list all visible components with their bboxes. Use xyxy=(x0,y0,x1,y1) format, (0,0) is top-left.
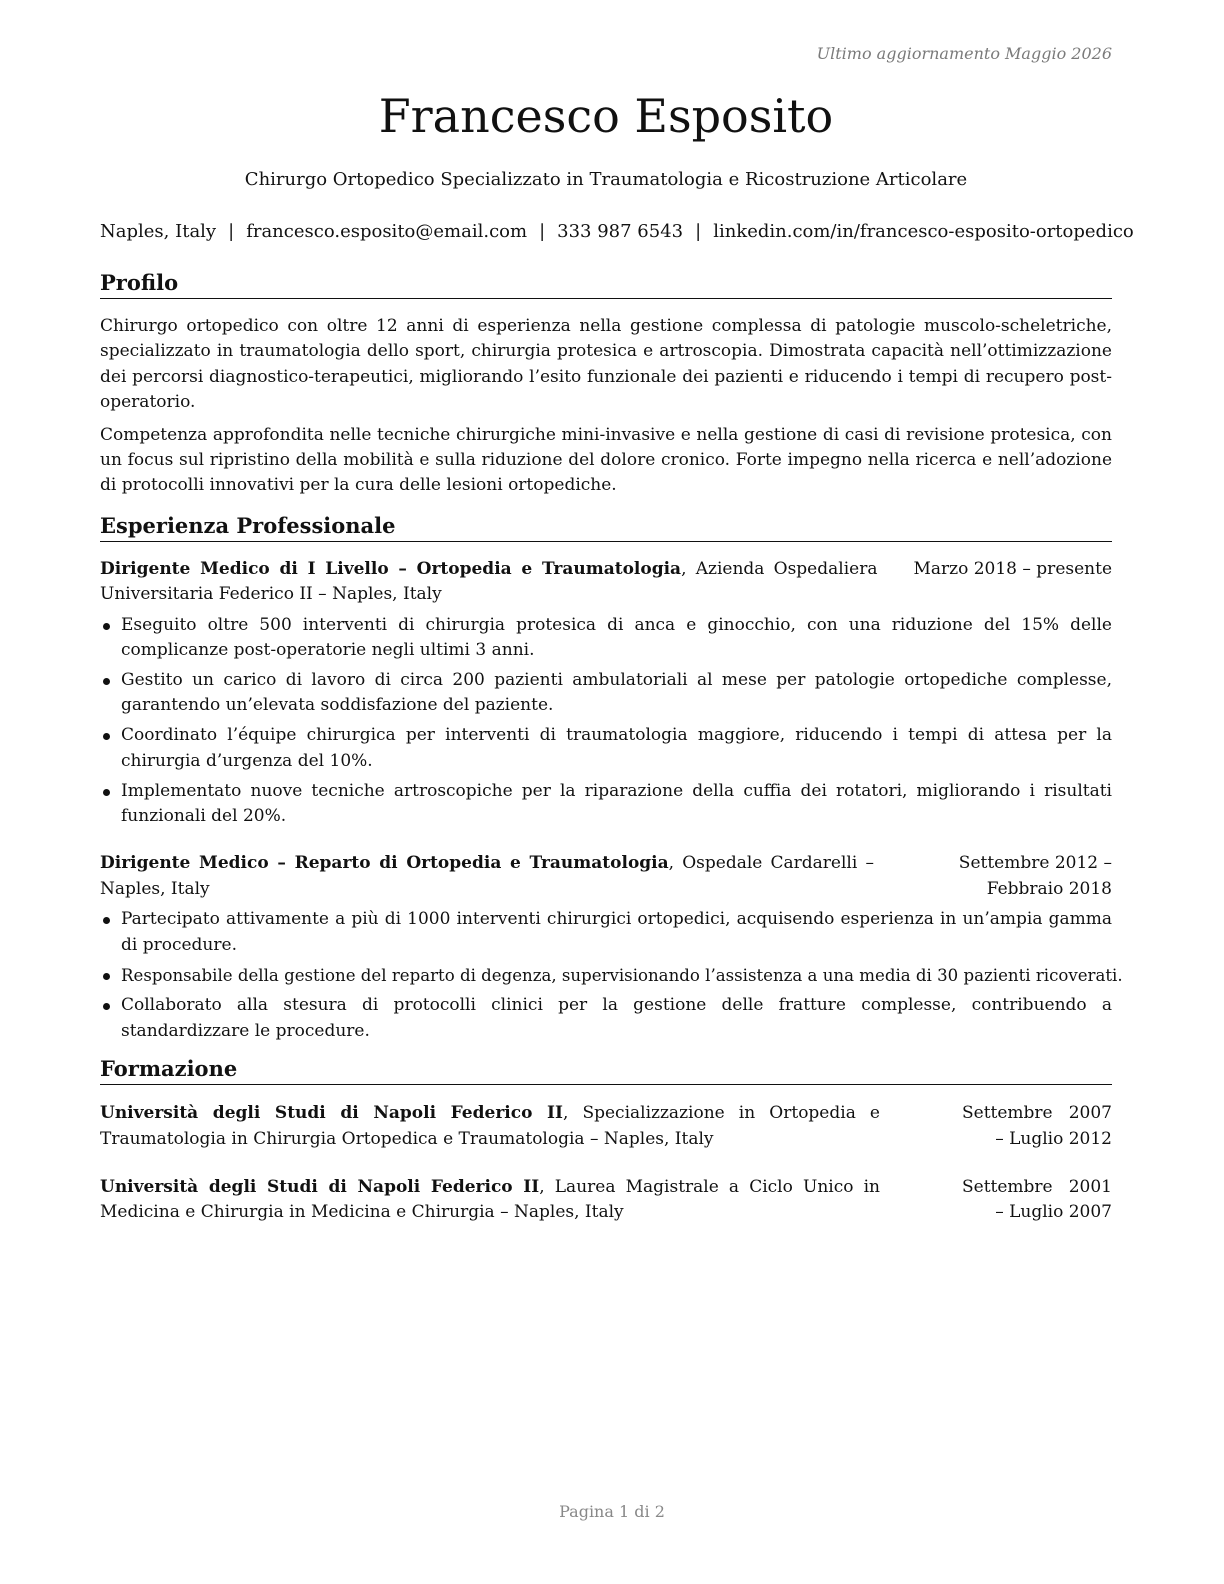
job-dates: Settembre 2012 – Febbraio 2018 xyxy=(958,853,1112,899)
section-title-experience: Esperienza Professionale xyxy=(100,511,1112,542)
achievement-text: Gestito un carico di lavoro di circa 200 pazienti ambulatoriali al mese per patologie ortopediche complesse, garantendo un’elevata soddisfazione del paziente. xyxy=(121,669,1112,716)
job-organization: , Ospedale Cardarelli – Naples, Italy xyxy=(100,853,874,899)
education-dates: Settembre 2001 – Luglio 2007 xyxy=(962,1177,1112,1223)
profile-paragraph: Competenza approfondita nelle tecniche chirurgiche mini-invasive e nella gestione di casi di revisione protesica, con un focus sul ripristino della mobilità e sulla riduzione del dolore cronico. Forte impegno nella ricerca e nell’adozione di protocolli innovativi per la cura delle lesioni ortopediche. xyxy=(100,424,1112,496)
candidate-name: Francesco Esposito xyxy=(378,89,834,143)
page-number: Pagina 1 di 2 xyxy=(559,1502,665,1521)
education-title-line xyxy=(100,1101,880,1152)
education-entry xyxy=(100,1101,1112,1152)
achievement-text: Eseguito oltre 500 interventi di chirurgia protesica di anca e ginocchio, con una riduzione del 15% delle complicanze post-operatorie negli ultimi 3 anni. xyxy=(121,614,1112,661)
job-header xyxy=(100,851,1112,902)
contact-separator: | xyxy=(228,221,235,242)
education-school: Università degli Studi di Napoli Federico II xyxy=(100,1177,540,1198)
section-title-education: Formazione xyxy=(100,1054,1112,1085)
candidate-tagline: Chirurgo Ortopedico Specializzato in Traumatologia e Ricostruzione Articolare xyxy=(244,169,968,190)
contact-email-link[interactable]: francesco.esposito@email.com xyxy=(246,221,528,242)
achievement-text: Partecipato attivamente a più di 1000 interventi chirurgici ortopedici, acquisendo esperienza in un’ampia gamma di procedure. xyxy=(121,909,1112,955)
job-achievements xyxy=(100,907,1123,1044)
contact-phone: 333 987 6543 xyxy=(557,221,684,242)
contact-location: Naples, Italy xyxy=(100,221,217,242)
bullet-icon xyxy=(103,623,110,630)
education-entry xyxy=(100,1175,1112,1226)
achievement-text: Implementato nuove tecniche artroscopiche per la riparazione della cuffia dei rotatori, migliorando i risultati funzionali del 20%. xyxy=(121,780,1112,826)
bullet-icon xyxy=(103,917,110,924)
resume-body xyxy=(100,268,1123,1226)
job-title-line xyxy=(100,851,874,902)
education-detail: , Laurea Magistrale a Ciclo Unico in Medicina e Chirurgia in Medicina e Chirurgia – Naples, Italy xyxy=(100,1177,881,1223)
job-role: Dirigente Medico – Reparto di Ortopedia e Traumatologia xyxy=(100,853,669,874)
achievement-text: Coordinato l’équipe chirurgica per interventi di traumatologia maggiore, riducendo i tempi di attesa per la chirurgia d’urgenza del 10%. xyxy=(121,725,1112,771)
last-updated-note: Ultimo aggiornamento Maggio 2026 xyxy=(816,44,1112,63)
education-detail: , Specializzazione in Ortopedia e Traumatologia in Chirurgia Ortopedica e Traumatologia – Naples, Italy xyxy=(100,1103,880,1149)
bullet-icon xyxy=(103,733,110,740)
job-entry xyxy=(100,851,1123,1044)
experience-section xyxy=(100,511,1123,1044)
contact-separator: | xyxy=(539,221,546,242)
bullet-icon xyxy=(103,789,110,796)
profile-summary xyxy=(100,314,1112,499)
section-title-profile: Profilo xyxy=(100,268,1112,299)
list-item xyxy=(100,668,1112,719)
job-title-line xyxy=(100,557,877,608)
list-item xyxy=(100,993,1112,1044)
bullet-icon xyxy=(103,1003,110,1010)
education-school: Università degli Studi di Napoli Federico II xyxy=(100,1103,563,1124)
education-dates: Settembre 2007 – Luglio 2012 xyxy=(962,1103,1112,1149)
list-item xyxy=(100,907,1112,958)
achievement-text: Collaborato alla stesura di protocolli clinici per la gestione delle fratture complesse, contribuendo a standardizzare le procedure. xyxy=(121,995,1112,1041)
job-organization: , Azienda Ospedaliera Universitaria Federico II – Naples, Italy xyxy=(100,558,878,605)
list-item xyxy=(100,613,1112,664)
list-item xyxy=(100,963,1123,989)
job-role: Dirigente Medico di I Livello – Ortopedia e Traumatologia xyxy=(100,558,682,579)
job-achievements xyxy=(100,613,1112,830)
bullet-icon xyxy=(103,678,110,685)
education-title-line xyxy=(100,1175,880,1226)
education-section xyxy=(100,1054,1112,1226)
bullet-icon xyxy=(103,973,110,980)
job-dates: Marzo 2018 – presente xyxy=(913,558,1112,579)
profile-section xyxy=(100,268,1112,499)
list-item xyxy=(100,779,1112,830)
contact-line xyxy=(100,220,1134,244)
achievement-text: Responsabile della gestione del reparto di degenza, supervisionando l’assistenza a una media di 30 pazienti ricoverati. xyxy=(121,965,1123,985)
job-header xyxy=(100,557,1112,608)
list-item xyxy=(100,723,1112,774)
contact-linkedin-link[interactable]: linkedin.com/in/francesco-esposito-ortopedico xyxy=(713,221,1134,242)
contact-separator: | xyxy=(695,221,702,242)
job-entry xyxy=(100,557,1112,830)
profile-paragraph: Chirurgo ortopedico con oltre 12 anni di esperienza nella gestione complessa di patologie muscolo-scheletriche, specializzato in traumatologia dello sport, chirurgia protesica e artroscopia. Dimostrata capacità nell’ottimizzazione dei percorsi diagnostico-terapeutici, migliorando l’esito funzionale dei pazienti e riducendo i tempi di recupero post-operatorio. xyxy=(100,316,1112,413)
